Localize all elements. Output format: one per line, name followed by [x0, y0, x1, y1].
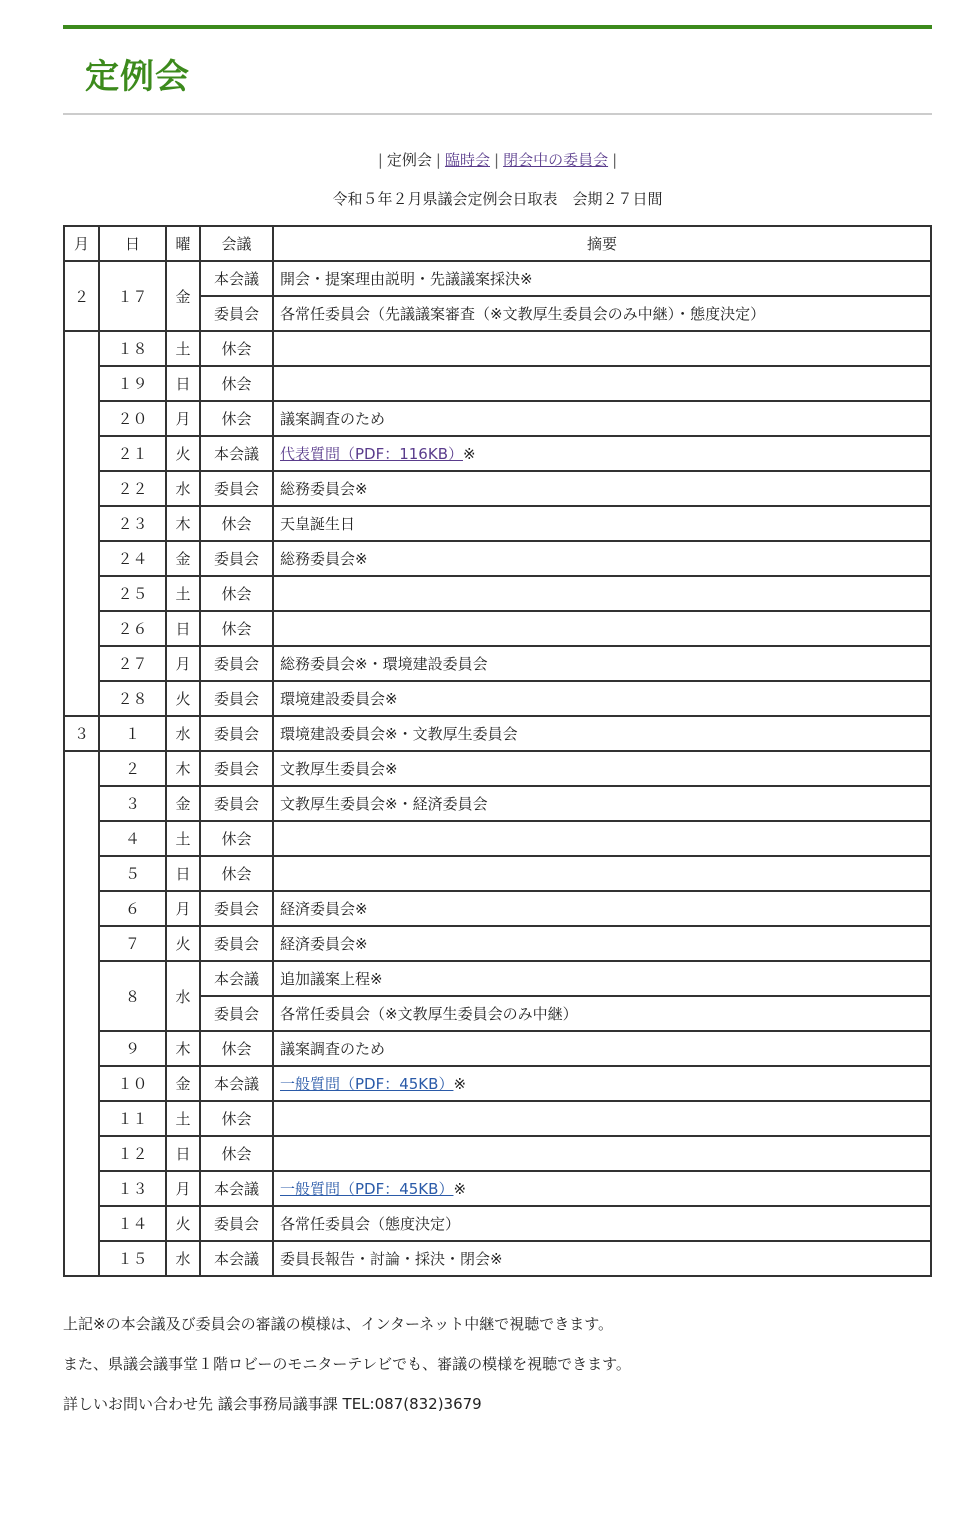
broadcast-mark: ※: [453, 1180, 467, 1198]
nav-separator: |: [377, 151, 383, 169]
nav-separator: |: [435, 151, 441, 169]
meeting-cell: 休会: [200, 611, 273, 646]
note-broadcast: 上記※の本会議及び委員会の審議の模様は、インターネット中継で視聴できます。: [63, 1315, 614, 1333]
meeting-cell: 本会議: [200, 1066, 273, 1101]
meeting-cell: 休会: [200, 856, 273, 891]
table-row: [64, 681, 931, 716]
meeting-cell: 委員会: [200, 716, 273, 751]
meeting-cell: 本会議: [200, 1241, 273, 1276]
meeting-cell: 本会議: [200, 961, 273, 996]
notes-section: [63, 1314, 932, 1414]
table-row: [64, 786, 931, 821]
weekday-cell: 火: [166, 681, 200, 716]
day-cell: ８: [99, 961, 166, 1031]
summary-cell: 総務委員会※: [273, 471, 931, 506]
main-content: [63, 0, 932, 1434]
table-row: [64, 1171, 931, 1206]
summary-cell: [273, 611, 931, 646]
weekday-cell: 土: [166, 576, 200, 611]
summary-cell: 文教厚生委員会※: [273, 751, 931, 786]
meeting-cell: 休会: [200, 1101, 273, 1136]
meeting-cell: 休会: [200, 401, 273, 436]
nav-separator: |: [612, 151, 618, 169]
weekday-cell: 土: [166, 1101, 200, 1136]
day-cell: １８: [99, 331, 166, 366]
weekday-cell: 水: [166, 716, 200, 751]
table-row: [64, 1206, 931, 1241]
table-row: [64, 856, 931, 891]
table-row: [64, 1101, 931, 1136]
meeting-cell: 委員会: [200, 926, 273, 961]
meeting-cell: 委員会: [200, 681, 273, 716]
table-header-row: [64, 226, 931, 261]
summary-cell: 経済委員会※: [273, 926, 931, 961]
meeting-cell: 委員会: [200, 751, 273, 786]
day-cell: ４: [99, 821, 166, 856]
table-row: [64, 506, 931, 541]
day-cell: ２７: [99, 646, 166, 681]
summary-cell: 経済委員会※: [273, 891, 931, 926]
summary-cell: 総務委員会※: [273, 541, 931, 576]
meeting-cell: 休会: [200, 506, 273, 541]
nav-separator: |: [494, 151, 500, 169]
meeting-cell: 休会: [200, 1136, 273, 1171]
month-cell: [64, 751, 99, 1276]
table-row: [64, 611, 931, 646]
day-cell: ２３: [99, 506, 166, 541]
table-row: [64, 261, 931, 296]
meeting-cell: 本会議: [200, 261, 273, 296]
summary-cell: [273, 576, 931, 611]
summary-cell: 環境建設委員会※・文教厚生委員会: [273, 716, 931, 751]
summary-cell: [273, 856, 931, 891]
header-month: 月: [64, 226, 99, 261]
meeting-cell: 休会: [200, 366, 273, 401]
weekday-cell: 木: [166, 751, 200, 786]
table-row: [64, 1066, 931, 1101]
weekday-cell: 日: [166, 611, 200, 646]
day-cell: ９: [99, 1031, 166, 1066]
day-cell: １２: [99, 1136, 166, 1171]
summary-cell: 各常任委員会（※文教厚生委員会のみ中継）: [273, 996, 931, 1031]
day-cell: １: [99, 716, 166, 751]
table-row: [64, 891, 931, 926]
table-row: [64, 471, 931, 506]
weekday-cell: 火: [166, 1206, 200, 1241]
day-cell: ６: [99, 891, 166, 926]
header-day: 日: [99, 226, 166, 261]
weekday-cell: 日: [166, 1136, 200, 1171]
meeting-cell: 休会: [200, 331, 273, 366]
table-row: [64, 751, 931, 786]
table-row: [64, 436, 931, 471]
summary-cell: 天皇誕生日: [273, 506, 931, 541]
pdf-link-general-questions[interactable]: 一般質問（PDF：45KB）: [280, 1075, 454, 1093]
meeting-cell: 委員会: [200, 786, 273, 821]
weekday-cell: 水: [166, 1241, 200, 1276]
day-cell: ２０: [99, 401, 166, 436]
meeting-cell: 委員会: [200, 296, 273, 331]
day-cell: １３: [99, 1171, 166, 1206]
weekday-cell: 土: [166, 821, 200, 856]
table-row: [64, 926, 931, 961]
weekday-cell: 水: [166, 471, 200, 506]
weekday-cell: 月: [166, 891, 200, 926]
sub-navigation: [63, 150, 932, 170]
meeting-cell: 委員会: [200, 891, 273, 926]
pdf-link-general-questions[interactable]: 一般質問（PDF：45KB）: [280, 1180, 454, 1198]
table-row: [64, 366, 931, 401]
day-cell: ２５: [99, 576, 166, 611]
day-cell: ２８: [99, 681, 166, 716]
nav-link-extraordinary-session[interactable]: 臨時会: [444, 151, 490, 169]
weekday-cell: 土: [166, 331, 200, 366]
summary-cell: [273, 366, 931, 401]
broadcast-mark: ※: [462, 445, 476, 463]
note-contact: 詳しいお問い合わせ先 議会事務局議事課 TEL:087(832)3679: [63, 1395, 482, 1413]
day-cell: １４: [99, 1206, 166, 1241]
table-row: [64, 541, 931, 576]
weekday-cell: 月: [166, 401, 200, 436]
meeting-cell: 委員会: [200, 541, 273, 576]
note-lobby-monitor: また、県議会議事堂１階ロビーのモニターテレビでも、審議の模様を視聴できます。: [63, 1355, 631, 1373]
table-row: [64, 1031, 931, 1066]
meeting-cell: 休会: [200, 821, 273, 856]
summary-cell: [273, 436, 931, 471]
day-cell: ７: [99, 926, 166, 961]
weekday-cell: 水: [166, 961, 200, 1031]
broadcast-mark: ※: [453, 1075, 467, 1093]
weekday-cell: 金: [166, 786, 200, 821]
weekday-cell: 木: [166, 506, 200, 541]
summary-cell: [273, 821, 931, 856]
month-cell: [64, 331, 99, 716]
day-cell: ２: [99, 751, 166, 786]
meeting-cell: 委員会: [200, 471, 273, 506]
weekday-cell: 火: [166, 436, 200, 471]
summary-cell: [273, 331, 931, 366]
weekday-cell: 金: [166, 1066, 200, 1101]
summary-cell: 議案調査のため: [273, 1031, 931, 1066]
header-meeting: 会議: [200, 226, 273, 261]
weekday-cell: 月: [166, 1171, 200, 1206]
table-row: [64, 576, 931, 611]
meeting-cell: 委員会: [200, 996, 273, 1031]
table-row: [64, 716, 931, 751]
summary-cell: 総務委員会※・環境建設委員会: [273, 646, 931, 681]
meeting-cell: 委員会: [200, 1206, 273, 1241]
summary-cell: 開会・提案理由説明・先議議案採決※: [273, 261, 931, 296]
day-cell: ２４: [99, 541, 166, 576]
day-cell: ２２: [99, 471, 166, 506]
day-cell: １０: [99, 1066, 166, 1101]
day-cell: １７: [99, 261, 166, 331]
summary-cell: [273, 1136, 931, 1171]
summary-cell: 文教厚生委員会※・経済委員会: [273, 786, 931, 821]
day-cell: ３: [99, 786, 166, 821]
meeting-cell: 本会議: [200, 436, 273, 471]
day-cell: １１: [99, 1101, 166, 1136]
table-row: [64, 821, 931, 856]
weekday-cell: 月: [166, 646, 200, 681]
page-title: 定例会: [85, 57, 190, 97]
table-row: [64, 961, 931, 996]
summary-cell: 議案調査のため: [273, 401, 931, 436]
day-cell: ５: [99, 856, 166, 891]
header-weekday: 曜: [166, 226, 200, 261]
table-row: [64, 1241, 931, 1276]
summary-cell: [273, 1101, 931, 1136]
table-row: [64, 1136, 931, 1171]
meeting-cell: 委員会: [200, 646, 273, 681]
table-row: [64, 646, 931, 681]
day-cell: １９: [99, 366, 166, 401]
schedule-table: [63, 225, 932, 1277]
meeting-cell: 休会: [200, 1031, 273, 1066]
summary-cell: 各常任委員会（先議議案審査（※文教厚生委員会のみ中継）・態度決定）: [273, 296, 931, 331]
weekday-cell: 日: [166, 366, 200, 401]
table-row: [64, 401, 931, 436]
table-row: [64, 331, 931, 366]
nav-current-regular-session: 定例会: [386, 151, 432, 169]
weekday-cell: 木: [166, 1031, 200, 1066]
day-cell: １５: [99, 1241, 166, 1276]
summary-cell: [273, 1171, 931, 1206]
weekday-cell: 火: [166, 926, 200, 961]
day-cell: ２６: [99, 611, 166, 646]
pdf-link-representative-questions[interactable]: 代表質問（PDF：116KB）: [280, 445, 463, 463]
meeting-cell: 休会: [200, 576, 273, 611]
weekday-cell: 金: [166, 541, 200, 576]
schedule-caption: 令和５年２月県議会定例会日取表 会期２７日間: [332, 190, 663, 208]
summary-cell: 委員長報告・討論・採決・閉会※: [273, 1241, 931, 1276]
meeting-cell: 本会議: [200, 1171, 273, 1206]
nav-link-recess-committees[interactable]: 閉会中の委員会: [503, 151, 609, 169]
summary-cell: 環境建設委員会※: [273, 681, 931, 716]
title-bar: [63, 25, 932, 115]
summary-cell: 各常任委員会（態度決定）: [273, 1206, 931, 1241]
month-cell: ３: [64, 716, 99, 751]
weekday-cell: 日: [166, 856, 200, 891]
month-cell: ２: [64, 261, 99, 331]
header-summary: 摘要: [273, 226, 931, 261]
day-cell: ２１: [99, 436, 166, 471]
weekday-cell: 金: [166, 261, 200, 331]
summary-cell: [273, 1066, 931, 1101]
summary-cell: 追加議案上程※: [273, 961, 931, 996]
